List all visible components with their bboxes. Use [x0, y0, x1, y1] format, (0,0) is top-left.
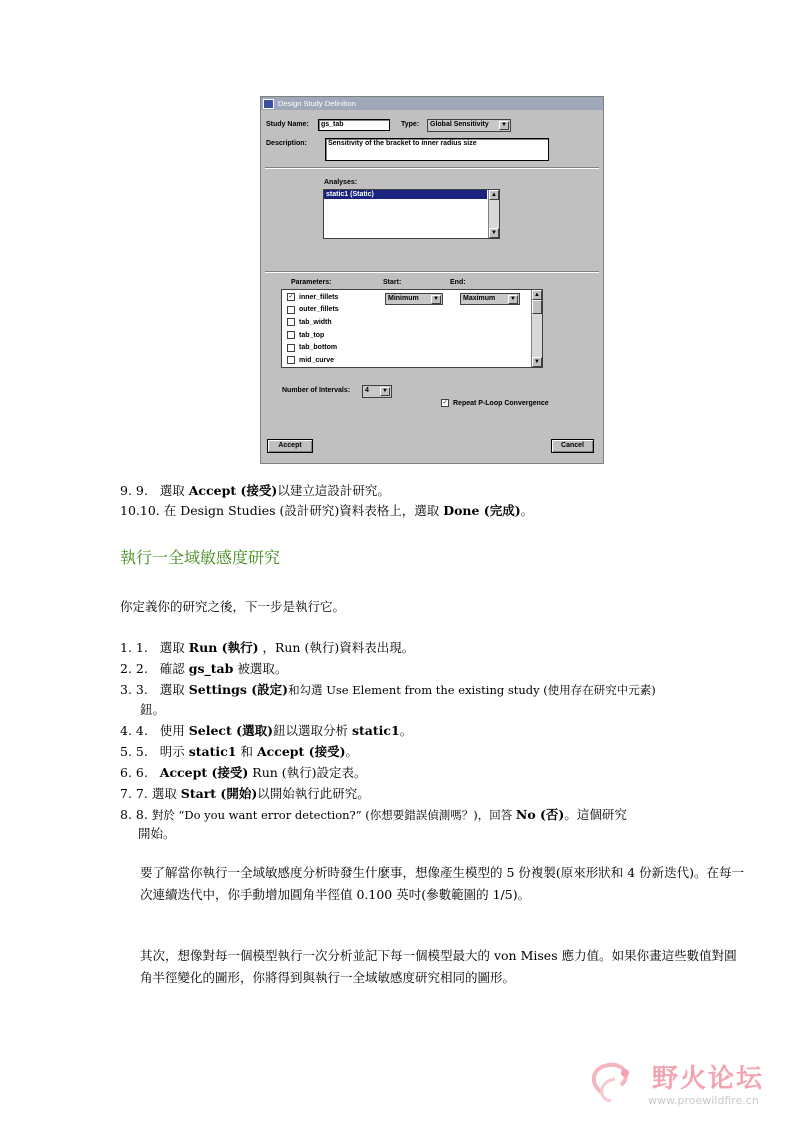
intervals-select[interactable] — [362, 385, 392, 398]
start-select-value: Minimum — [388, 295, 419, 302]
step-8 — [120, 807, 627, 823]
study-name-label: Study Name: — [266, 121, 309, 128]
step-4 — [120, 723, 412, 739]
step-emphasis: static1 — [351, 723, 400, 738]
parameters-label: Parameters: — [291, 279, 332, 286]
start-select[interactable] — [385, 293, 443, 305]
step-8-continued: 開始。 — [138, 826, 176, 841]
description-input[interactable]: Sensitivity of the bracket to inner radius size — [325, 138, 549, 161]
cancel-button[interactable]: Cancel — [551, 439, 594, 453]
repeat-ploop-checkbox[interactable] — [441, 399, 549, 407]
step-text: 。 — [345, 744, 359, 759]
step-emphasis: static1 — [188, 744, 237, 759]
parameter-name: tab_width — [299, 318, 332, 326]
checkbox-icon[interactable] — [287, 306, 295, 314]
accept-button[interactable]: Accept — [267, 439, 313, 453]
dialog-titlebar — [261, 97, 603, 110]
step-2 — [120, 661, 287, 677]
step-emphasis: Start (開始) — [180, 786, 258, 801]
explanation-paragraph-2: 其次，想像對每一個模型執行一次分析並記下每一個模型最大的 von Mises 應力值。如果你畫這些數值對圓角半徑變化的圖形，你將得到與執行一全域敏感度研究相同的圖形。 — [140, 948, 737, 985]
scroll-up-icon[interactable]: ▲ — [489, 190, 499, 200]
intervals-label: Number of Intervals: — [282, 387, 351, 394]
explanation-paragraph-1: 要了解當你執行一全域敏感度分析時發生什麼事，想像產生模型的 5 份複製(原來形狀和 4 份新迭代)。在每一次連續迭代中，你手動增加圓角半徑值 0.100 英吋(參數範圍的 1/5)。 — [140, 865, 745, 902]
step-text: 使用 — [159, 723, 189, 738]
step-text: 被選取。 — [233, 661, 288, 676]
step-text: 以建立這設計研究。 — [277, 483, 390, 498]
step-number: 1. 1. — [120, 640, 148, 655]
step-emphasis: Accept (接受) — [188, 483, 278, 498]
checkbox-checked-icon[interactable]: ✓ — [442, 400, 448, 406]
type-label: Type: — [401, 121, 420, 128]
step-number: 8. 8. — [120, 807, 148, 822]
step-number: 7. 7. — [120, 786, 148, 801]
parameter-row[interactable] — [282, 316, 530, 329]
parameters-list[interactable] — [281, 289, 543, 368]
step-number: 10.10. — [120, 503, 160, 518]
step-emphasis: Settings (設定) — [188, 682, 289, 697]
scroll-down-icon[interactable]: ▼ — [489, 228, 499, 238]
section-heading: 執行一全域敏感度研究 — [120, 548, 281, 567]
step-text: 對於 “Do you want error detection?” (你想要錯誤偵測嗎？)，回答 — [151, 808, 516, 822]
step-9 — [120, 483, 390, 499]
parameter-name: outer_fillets — [299, 306, 339, 314]
design-study-dialog — [260, 96, 604, 464]
parameter-name: tab_bottom — [299, 344, 338, 352]
step-text: 和勾選 Use Element from the existing study (使用存在研究中元素) — [288, 683, 656, 697]
step-text: 明示 — [159, 744, 189, 759]
step-emphasis: Accept (接受) — [159, 765, 249, 780]
step-text: 。 — [399, 723, 413, 738]
chevron-down-icon[interactable]: ▼ — [499, 121, 509, 130]
chevron-down-icon[interactable]: ▼ — [508, 295, 518, 304]
step-emphasis: Run (執行) — [188, 640, 259, 655]
step-number: 3. 3. — [120, 682, 148, 697]
step-text: 選取 — [159, 682, 189, 697]
divider — [265, 271, 599, 273]
step-text: 選取 — [151, 786, 181, 801]
scroll-up-icon[interactable]: ▲ — [532, 290, 542, 300]
step-text: 選取 — [159, 483, 189, 498]
end-label: End: — [450, 279, 466, 286]
parameter-row[interactable] — [282, 341, 530, 354]
step-text: 在 Design Studies (設計研究)資料表格上，選取 — [163, 503, 444, 518]
parameter-name: mid_curve — [299, 356, 335, 364]
parameter-row[interactable] — [282, 329, 530, 342]
step-text: 確認 — [159, 661, 189, 676]
parameter-row[interactable] — [282, 354, 530, 367]
step-text: Run (執行)設定表。 — [248, 765, 367, 780]
step-emphasis: gs_tab — [188, 661, 234, 676]
parameter-name: inner_fillets — [299, 293, 339, 301]
divider — [265, 167, 599, 169]
type-select-value: Global Sensitivity — [430, 121, 489, 128]
step-text: 以開始執行此研究。 — [257, 786, 370, 801]
end-select-value: Maximum — [463, 295, 496, 302]
end-select[interactable] — [460, 293, 520, 305]
checkbox-icon[interactable] — [287, 344, 295, 352]
window-menu-icon[interactable] — [263, 99, 274, 109]
step-10 — [120, 503, 533, 519]
step-3 — [120, 682, 656, 698]
step-number: 9. 9. — [120, 483, 148, 498]
watermark-text: 野火论坛 — [652, 1064, 765, 1094]
step-number: 4. 4. — [120, 723, 148, 738]
description-label: Description: — [266, 140, 307, 147]
checkbox-icon[interactable] — [287, 318, 295, 326]
dialog-title: Design Study Definition — [278, 99, 356, 108]
step-emphasis: Done (完成) — [443, 503, 521, 518]
checkbox-checked-icon[interactable]: ✓ — [288, 294, 294, 301]
type-select[interactable] — [427, 119, 511, 132]
step-text: ，Run (執行)資料表出現。 — [258, 640, 415, 655]
chevron-down-icon[interactable]: ▼ — [380, 387, 390, 396]
analysis-item[interactable]: static1 (Static) — [324, 190, 487, 199]
intervals-select-value: 4 — [365, 387, 369, 394]
chevron-down-icon[interactable]: ▼ — [431, 295, 441, 304]
step-number: 2. 2. — [120, 661, 148, 676]
step-5 — [120, 744, 358, 760]
step-text: 和 — [236, 744, 257, 759]
analyses-scrollbar[interactable] — [488, 190, 499, 238]
step-text: 。 — [520, 503, 534, 518]
step-number: 5. 5. — [120, 744, 148, 759]
analyses-label: Analyses: — [324, 179, 358, 186]
step-text: 選取 — [159, 640, 189, 655]
parameter-row[interactable] — [282, 304, 530, 317]
scroll-thumb[interactable] — [532, 300, 542, 314]
step-7 — [120, 786, 370, 802]
parameter-name: tab_top — [299, 331, 325, 339]
step-emphasis: Accept (接受) — [256, 744, 346, 759]
step-text: 鈕以選取分析 — [272, 723, 352, 738]
step-text: 。這個研究 — [564, 807, 627, 822]
step-emphasis: Select (選取) — [188, 723, 273, 738]
parameters-scrollbar[interactable] — [531, 290, 542, 367]
intro-text: 你定義你的研究之後，下一步是執行它。 — [120, 599, 346, 614]
step-6 — [120, 765, 367, 781]
checkbox-icon[interactable] — [287, 356, 295, 364]
scroll-down-icon[interactable]: ▼ — [532, 357, 542, 367]
step-number: 6. 6. — [120, 765, 148, 780]
watermark-url: www.proewildfire.cn — [648, 1094, 759, 1107]
step-emphasis: No (否) — [515, 807, 565, 822]
step-1 — [120, 640, 414, 656]
checkbox-icon[interactable] — [287, 331, 295, 339]
step-3-continued: 鈕。 — [140, 702, 166, 717]
start-label: Start: — [383, 279, 402, 286]
analyses-list[interactable] — [323, 189, 500, 239]
study-name-input[interactable]: gs_tab — [318, 119, 390, 131]
repeat-ploop-label: Repeat P-Loop Convergence — [453, 399, 549, 407]
